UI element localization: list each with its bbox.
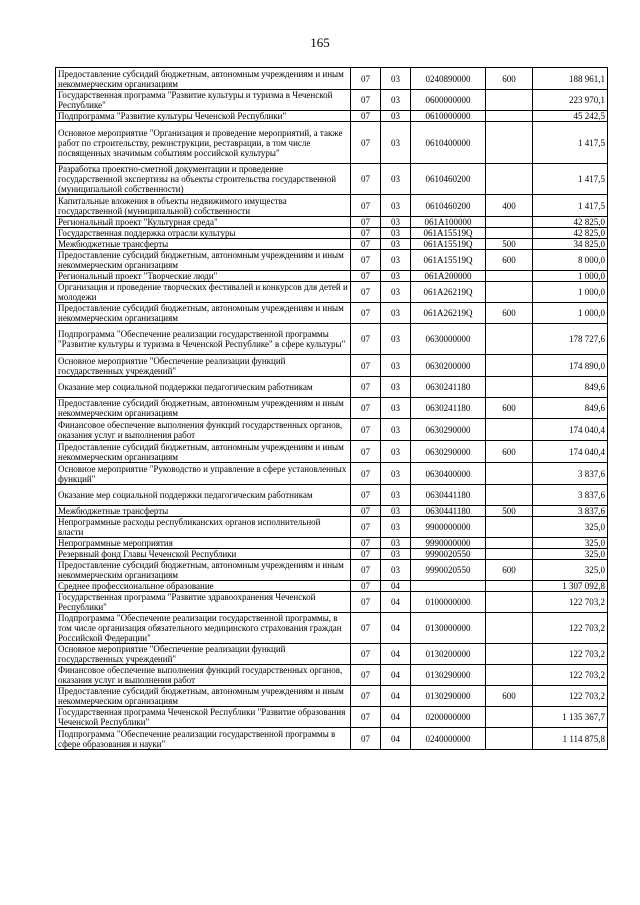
- row-target-article: 0130290000: [411, 686, 486, 707]
- row-target-article: 0130200000: [411, 644, 486, 665]
- table-row: [56, 122, 608, 164]
- row-amount: 1 135 367,7: [533, 707, 608, 728]
- row-subsection: 03: [381, 239, 411, 250]
- table-row: [56, 228, 608, 239]
- table-row: [56, 728, 608, 750]
- row-subsection: 03: [381, 282, 411, 303]
- row-name: Региональный проект "Культурная среда": [56, 217, 351, 228]
- row-target-article: 061A26219Q: [411, 303, 486, 324]
- row-amount: 8 000,0: [533, 250, 608, 271]
- row-target-article: 9990020550: [411, 560, 486, 581]
- row-name: Основное мероприятие "Организация и проведение мероприятий, а также работ по строительству, реконструкции, реставрации, в том числе посвященных значимым событиям российской культуры": [56, 122, 351, 164]
- row-expense-type: [486, 122, 533, 164]
- table-row: [56, 560, 608, 581]
- row-target-article: 0100000000: [411, 592, 486, 613]
- table-row: [56, 686, 608, 707]
- row-name: Непрограммные расходы республиканских органов исполнительной власти: [56, 517, 351, 538]
- row-target-article: 0630000000: [411, 324, 486, 355]
- row-expense-type: [486, 728, 533, 750]
- row-section: 07: [351, 613, 381, 644]
- table-row: [56, 441, 608, 463]
- row-subsection: 04: [381, 581, 411, 592]
- row-target-article: 061A15519Q: [411, 228, 486, 239]
- row-name: Разработка проектно-сметной документации и проведение государственной экспертизы на объекты строительства государственной (муниципальной собственности): [56, 164, 351, 195]
- row-section: 07: [351, 485, 381, 506]
- row-subsection: 04: [381, 707, 411, 728]
- row-name: Предоставление субсидий бюджетным, автономным учреждениям и иным некоммерческим организациям: [56, 398, 351, 419]
- row-target-article: 0630290000: [411, 419, 486, 441]
- row-name: Непрограммные мероприятия: [56, 538, 351, 549]
- table-row: [56, 485, 608, 506]
- table-row: [56, 195, 608, 217]
- row-expense-type: 400: [486, 195, 533, 217]
- row-amount: 174 890,0: [533, 355, 608, 377]
- row-subsection: 03: [381, 111, 411, 122]
- row-subsection: 03: [381, 517, 411, 538]
- table-row: [56, 707, 608, 728]
- row-target-article: 0600000000: [411, 90, 486, 111]
- row-section: 07: [351, 419, 381, 441]
- row-expense-type: [486, 324, 533, 355]
- row-subsection: 03: [381, 377, 411, 398]
- row-section: 07: [351, 324, 381, 355]
- row-subsection: 03: [381, 560, 411, 581]
- row-section: 07: [351, 517, 381, 538]
- row-name: Основное мероприятие "Руководство и управление в сфере установленных функций": [56, 463, 351, 485]
- row-amount: 42 825,0: [533, 228, 608, 239]
- row-section: 07: [351, 271, 381, 282]
- row-section: 07: [351, 581, 381, 592]
- row-name: Основное мероприятие "Обеспечение реализации функций государственных учреждений": [56, 355, 351, 377]
- row-expense-type: [486, 419, 533, 441]
- table-row: [56, 613, 608, 644]
- row-name: Оказание мер социальной поддержки педагогическим работникам: [56, 485, 351, 506]
- row-expense-type: [486, 485, 533, 506]
- row-subsection: 03: [381, 419, 411, 441]
- row-section: 07: [351, 217, 381, 228]
- row-name: Подпрограмма "Обеспечение реализации государственной программы в сфере образования и науки": [56, 728, 351, 750]
- row-section: 07: [351, 355, 381, 377]
- row-name: Предоставление субсидий бюджетным, автономным учреждениям и иным некоммерческим организациям: [56, 303, 351, 324]
- row-name: Предоставление субсидий бюджетным, автономным учреждениям и иным некоммерческим организациям: [56, 560, 351, 581]
- row-amount: 3 837,6: [533, 463, 608, 485]
- row-section: 07: [351, 707, 381, 728]
- row-amount: 45 242,5: [533, 111, 608, 122]
- row-subsection: 03: [381, 324, 411, 355]
- row-target-article: 061A26219Q: [411, 282, 486, 303]
- row-subsection: 03: [381, 217, 411, 228]
- row-expense-type: [486, 228, 533, 239]
- row-name: Капитальные вложения в объекты недвижимого имущества государственной (муниципальной) собственности: [56, 195, 351, 217]
- row-amount: 325,0: [533, 549, 608, 560]
- row-target-article: 0130290000: [411, 665, 486, 686]
- row-name: Предоставление субсидий бюджетным, автономным учреждениям и иным некоммерческим организациям: [56, 68, 351, 90]
- row-expense-type: [486, 90, 533, 111]
- row-target-article: 061A100000: [411, 217, 486, 228]
- row-subsection: 03: [381, 90, 411, 111]
- row-target-article: 061A15519Q: [411, 239, 486, 250]
- row-name: Государственная поддержка отрасли культуры: [56, 228, 351, 239]
- row-amount: 849,6: [533, 398, 608, 419]
- row-subsection: 03: [381, 271, 411, 282]
- row-target-article: 0240890000: [411, 68, 486, 90]
- row-name: Предоставление субсидий бюджетным, автономным учреждениям и иным некоммерческим организациям: [56, 250, 351, 271]
- row-name: Предоставление субсидий бюджетным, автономным учреждениям и иным некоммерческим организациям: [56, 441, 351, 463]
- row-section: 07: [351, 560, 381, 581]
- row-amount: 223 970,1: [533, 90, 608, 111]
- row-section: 07: [351, 463, 381, 485]
- row-target-article: 9990020550: [411, 549, 486, 560]
- row-subsection: 04: [381, 592, 411, 613]
- table-row: [56, 419, 608, 441]
- row-expense-type: [486, 538, 533, 549]
- row-amount: 1 114 875,8: [533, 728, 608, 750]
- row-section: 07: [351, 549, 381, 560]
- row-amount: 122 703,2: [533, 644, 608, 665]
- row-subsection: 03: [381, 538, 411, 549]
- table-row: [56, 111, 608, 122]
- row-amount: 325,0: [533, 517, 608, 538]
- row-target-article: 0630200000: [411, 355, 486, 377]
- row-section: 07: [351, 282, 381, 303]
- table-row: [56, 90, 608, 111]
- row-expense-type: [486, 644, 533, 665]
- table-row: [56, 164, 608, 195]
- row-amount: 3 837,6: [533, 485, 608, 506]
- row-section: 07: [351, 686, 381, 707]
- row-expense-type: 500: [486, 239, 533, 250]
- row-amount: 122 703,2: [533, 665, 608, 686]
- row-name: Финансовое обеспечение выполнения функций государственных органов, оказания услуг и выполнения работ: [56, 419, 351, 441]
- table-row: [56, 250, 608, 271]
- row-expense-type: [486, 271, 533, 282]
- row-expense-type: [486, 517, 533, 538]
- budget-table: [55, 67, 608, 750]
- row-expense-type: 500: [486, 506, 533, 517]
- row-name: Резервный фонд Главы Чеченской Республики: [56, 549, 351, 560]
- row-expense-type: [486, 707, 533, 728]
- row-name: Межбюджетные трансферты: [56, 506, 351, 517]
- table-row: [56, 282, 608, 303]
- row-subsection: 03: [381, 485, 411, 506]
- row-section: 07: [351, 68, 381, 90]
- row-name: Подпрограмма "Обеспечение реализации государственной программы "Развитие культуры и туризма в Чеченской Республике" в сфере культуры": [56, 324, 351, 355]
- table-row: [56, 303, 608, 324]
- table-body: [56, 68, 608, 750]
- row-target-article: 0630441180: [411, 485, 486, 506]
- row-expense-type: 600: [486, 250, 533, 271]
- row-expense-type: [486, 282, 533, 303]
- row-section: 07: [351, 506, 381, 517]
- row-amount: 174 040,4: [533, 419, 608, 441]
- row-target-article: 061A200000: [411, 271, 486, 282]
- row-target-article: 0630241180: [411, 377, 486, 398]
- table-row: [56, 217, 608, 228]
- row-subsection: 03: [381, 549, 411, 560]
- row-subsection: 03: [381, 506, 411, 517]
- table-row: [56, 581, 608, 592]
- row-name: Межбюджетные трансферты: [56, 239, 351, 250]
- row-subsection: 03: [381, 250, 411, 271]
- table-row: [56, 592, 608, 613]
- row-section: 07: [351, 665, 381, 686]
- row-name: Государственная программа Чеченской Республики "Развитие образования Чеченской Республики": [56, 707, 351, 728]
- row-section: 07: [351, 164, 381, 195]
- table-row: [56, 463, 608, 485]
- row-expense-type: 600: [486, 560, 533, 581]
- row-amount: 1 000,0: [533, 282, 608, 303]
- table-row: [56, 324, 608, 355]
- row-target-article: 0610000000: [411, 111, 486, 122]
- row-name: Государственная программа "Развитие здравоохранения Чеченской Республики": [56, 592, 351, 613]
- row-target-article: 0200000000: [411, 707, 486, 728]
- row-amount: 188 961,1: [533, 68, 608, 90]
- row-subsection: 03: [381, 303, 411, 324]
- row-expense-type: 600: [486, 441, 533, 463]
- row-section: 07: [351, 122, 381, 164]
- row-subsection: 04: [381, 665, 411, 686]
- table-row: [56, 398, 608, 419]
- row-section: 07: [351, 303, 381, 324]
- row-subsection: 03: [381, 228, 411, 239]
- row-subsection: 04: [381, 613, 411, 644]
- row-section: 07: [351, 250, 381, 271]
- row-amount: 174 040,4: [533, 441, 608, 463]
- row-name: Среднее профессиональное образование: [56, 581, 351, 592]
- row-amount: 122 703,2: [533, 592, 608, 613]
- row-amount: 34 825,0: [533, 239, 608, 250]
- row-amount: 178 727,6: [533, 324, 608, 355]
- row-expense-type: [486, 592, 533, 613]
- table-row: [56, 644, 608, 665]
- row-subsection: 03: [381, 398, 411, 419]
- row-target-article: 0630290000: [411, 441, 486, 463]
- row-expense-type: [486, 581, 533, 592]
- row-amount: 1 417,5: [533, 195, 608, 217]
- row-target-article: 9990000000: [411, 538, 486, 549]
- row-section: 07: [351, 228, 381, 239]
- row-expense-type: [486, 665, 533, 686]
- row-amount: 122 703,2: [533, 613, 608, 644]
- row-amount: 325,0: [533, 560, 608, 581]
- row-expense-type: [486, 355, 533, 377]
- row-amount: 3 837,6: [533, 506, 608, 517]
- row-amount: 1 417,5: [533, 122, 608, 164]
- row-name: Региональный проект "Творческие люди": [56, 271, 351, 282]
- row-name: Организация и проведение творческих фестивалей и конкурсов для детей и молодежи: [56, 282, 351, 303]
- row-amount: 42 825,0: [533, 217, 608, 228]
- row-subsection: 04: [381, 644, 411, 665]
- row-target-article: 9900000000: [411, 517, 486, 538]
- row-amount: 1 307 092,8: [533, 581, 608, 592]
- row-name: Подпрограмма "Обеспечение реализации государственной программы, в том числе организация обязательного медицинского страхования граждан Российской Федерации": [56, 613, 351, 644]
- row-subsection: 03: [381, 463, 411, 485]
- row-subsection: 03: [381, 122, 411, 164]
- row-expense-type: [486, 217, 533, 228]
- row-amount: 1 000,0: [533, 303, 608, 324]
- row-section: 07: [351, 398, 381, 419]
- row-subsection: 03: [381, 441, 411, 463]
- row-expense-type: 600: [486, 303, 533, 324]
- row-name: Государственная программа "Развитие культуры и туризма в Чеченской Республике": [56, 90, 351, 111]
- row-amount: 849,6: [533, 377, 608, 398]
- row-section: 07: [351, 195, 381, 217]
- row-target-article: [411, 581, 486, 592]
- row-name: Оказание мер социальной поддержки педагогическим работникам: [56, 377, 351, 398]
- row-target-article: 0630441180: [411, 506, 486, 517]
- row-expense-type: 600: [486, 398, 533, 419]
- row-target-article: 0610460200: [411, 164, 486, 195]
- row-expense-type: [486, 111, 533, 122]
- row-target-article: 0240000000: [411, 728, 486, 750]
- row-amount: 1 000,0: [533, 271, 608, 282]
- row-amount: 1 417,5: [533, 164, 608, 195]
- row-expense-type: [486, 377, 533, 398]
- row-section: 07: [351, 377, 381, 398]
- row-expense-type: [486, 613, 533, 644]
- row-target-article: 0130000000: [411, 613, 486, 644]
- row-expense-type: 600: [486, 68, 533, 90]
- row-subsection: 03: [381, 355, 411, 377]
- row-section: 07: [351, 728, 381, 750]
- row-section: 07: [351, 592, 381, 613]
- row-target-article: 061A15519Q: [411, 250, 486, 271]
- table-row: [56, 271, 608, 282]
- table-row: [56, 239, 608, 250]
- table-row: [56, 517, 608, 538]
- row-expense-type: 600: [486, 686, 533, 707]
- table-row: [56, 377, 608, 398]
- table-row: [56, 538, 608, 549]
- table-row: [56, 549, 608, 560]
- row-subsection: 04: [381, 686, 411, 707]
- table-row: [56, 355, 608, 377]
- row-subsection: 03: [381, 68, 411, 90]
- row-expense-type: [486, 549, 533, 560]
- row-target-article: 0610400000: [411, 122, 486, 164]
- row-target-article: 0630400000: [411, 463, 486, 485]
- row-name: Финансовое обеспечение выполнения функций государственных органов, оказания услуг и выполнения работ: [56, 665, 351, 686]
- row-section: 07: [351, 441, 381, 463]
- row-name: Подпрограмма "Развитие культуры Чеченской Республики": [56, 111, 351, 122]
- row-expense-type: [486, 463, 533, 485]
- table-row: [56, 506, 608, 517]
- row-subsection: 03: [381, 164, 411, 195]
- row-section: 07: [351, 239, 381, 250]
- row-name: Предоставление субсидий бюджетным, автономным учреждениям и иным некоммерческим организациям: [56, 686, 351, 707]
- row-target-article: 0630241180: [411, 398, 486, 419]
- row-amount: 325,0: [533, 538, 608, 549]
- row-amount: 122 703,2: [533, 686, 608, 707]
- row-section: 07: [351, 538, 381, 549]
- page-number: 165: [310, 35, 330, 50]
- row-name: Основное мероприятие "Обеспечение реализации функций государственных учреждений": [56, 644, 351, 665]
- table-row: [56, 665, 608, 686]
- row-section: 07: [351, 644, 381, 665]
- row-expense-type: [486, 164, 533, 195]
- table-row: [56, 68, 608, 90]
- row-target-article: 0610460200: [411, 195, 486, 217]
- row-subsection: 04: [381, 728, 411, 750]
- row-subsection: 03: [381, 195, 411, 217]
- row-section: 07: [351, 111, 381, 122]
- row-section: 07: [351, 90, 381, 111]
